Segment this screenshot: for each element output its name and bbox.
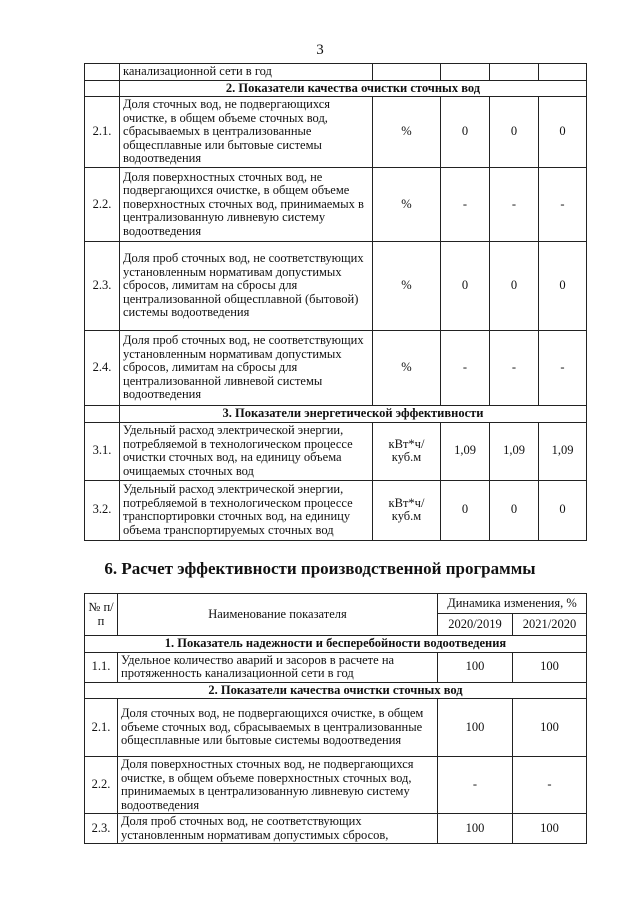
table-row	[85, 652, 587, 682]
col-header-number: № п/п	[85, 594, 118, 636]
row-name: Доля проб сточных вод, не соответствующих установленным нормативам допустимых сбросов, лимитам на сбросы для централизованной общесплавной (бытовой) системы водоотведения	[120, 242, 373, 331]
col-header-year: 2020/2019	[438, 614, 513, 636]
row-name: Доля сточных вод, не подвергающихся очистке, в общем объеме сточных вод, сбрасываемых в централизованные общесплавные или бытовые системы водоотведения	[120, 97, 373, 168]
row-value: 100	[438, 699, 513, 757]
row-name: Доля поверхностных сточных вод, не подвергающихся очистке, в общем объеме поверхностных сточных вод, принимаемых в централизованную ливневую систему водоотведения	[118, 757, 438, 814]
row-name: канализационной сети в год	[120, 64, 373, 81]
col-header-name: Наименование показателя	[118, 594, 438, 636]
section-title: 3. Показатели энергетической эффективности	[120, 406, 587, 423]
row-value: 1,09	[490, 422, 539, 480]
row-name: Удельный расход электрической энергии, потребляемой в технологическом процессе очистки сточных вод, на единицу объема очищаемых сточных вод	[120, 422, 373, 480]
row-number: 1.1.	[85, 652, 118, 682]
table-row	[85, 480, 587, 540]
row-unit: %	[373, 97, 441, 168]
table-row	[85, 168, 587, 242]
row-value: 0	[490, 97, 539, 168]
row-unit: кВт*ч/куб.м	[373, 480, 441, 540]
table-row	[85, 331, 587, 406]
row-value: 100	[513, 814, 587, 844]
row-value: 100	[513, 699, 587, 757]
row-value: 0	[441, 242, 490, 331]
row-number: 2.3.	[85, 814, 118, 844]
row-value: 0	[490, 242, 539, 331]
row-number: 2.3.	[85, 242, 120, 331]
row-name: Доля проб сточных вод, не соответствующих установленным нормативам допустимых сбросов, лимитам на сбросы для централизованной ливневой системы водоотведения	[120, 331, 373, 406]
row-name: Доля проб сточных вод, не соответствующих установленным нормативам допустимых сбросов,	[118, 814, 438, 844]
row-value: -	[490, 168, 539, 242]
section-row	[85, 682, 587, 699]
row-value: -	[441, 331, 490, 406]
section-heading: 6. Расчет эффективности производственной программы	[104, 559, 536, 578]
row-value: -	[539, 331, 587, 406]
table-row	[85, 422, 587, 480]
row-value: 1,09	[539, 422, 587, 480]
row-name: Удельный расход электрической энергии, потребляемой в технологическом процессе транспортировки сточных вод, на единицу объема транспортируемых сточных вод	[120, 480, 373, 540]
row-value: -	[438, 757, 513, 814]
section-title: 2. Показатели качества очистки сточных вод	[120, 80, 587, 97]
table-row	[85, 242, 587, 331]
table-row	[85, 757, 587, 814]
table-row	[85, 699, 587, 757]
row-name: Доля поверхностных сточных вод, не подвергающихся очистке, в общем объеме поверхностных сточных вод, принимаемых в централизованную ливневую систему водоотведения	[120, 168, 373, 242]
row-value: -	[513, 757, 587, 814]
section-title: 2. Показатели качества очистки сточных вод	[85, 682, 587, 699]
row-number: 3.1.	[85, 422, 120, 480]
row-number: 2.1.	[85, 97, 120, 168]
page-number: 3	[316, 42, 324, 58]
row-value: 0	[539, 242, 587, 331]
section-row	[85, 636, 587, 653]
row-value: 0	[490, 480, 539, 540]
row-value: -	[539, 168, 587, 242]
row-number: 2.2.	[85, 757, 118, 814]
row-value: -	[490, 331, 539, 406]
row-value: -	[441, 168, 490, 242]
row-name: Доля сточных вод, не подвергающихся очистке, в общем объеме сточных вод, сбрасываемых в централизованные общесплавные или бытовые системы водоотведения	[118, 699, 438, 757]
row-value: 100	[438, 652, 513, 682]
col-header-dynamics: Динамика изменения, %	[438, 594, 587, 614]
section-row	[85, 80, 587, 97]
row-unit: %	[373, 168, 441, 242]
indicators-table	[84, 63, 587, 541]
row-value: 0	[441, 480, 490, 540]
row-value: 100	[513, 652, 587, 682]
row-value: 100	[438, 814, 513, 844]
col-header-year: 2021/2020	[513, 614, 587, 636]
row-value: 1,09	[441, 422, 490, 480]
section-title: 1. Показатель надежности и бесперебойности водоотведения	[85, 636, 587, 653]
row-number: 3.2.	[85, 480, 120, 540]
row-value: 0	[539, 97, 587, 168]
row-unit: %	[373, 242, 441, 331]
row-value: 0	[539, 480, 587, 540]
table-row	[85, 64, 587, 81]
row-number: 2.1.	[85, 699, 118, 757]
row-unit: кВт*ч/куб.м	[373, 422, 441, 480]
efficiency-table	[84, 593, 587, 844]
table-row	[85, 97, 587, 168]
header-row	[85, 594, 587, 614]
table-row	[85, 814, 587, 844]
row-unit: %	[373, 331, 441, 406]
row-name: Удельное количество аварий и засоров в расчете на протяженность канализационной сети в год	[118, 652, 438, 682]
row-value: 0	[441, 97, 490, 168]
row-number: 2.4.	[85, 331, 120, 406]
section-row	[85, 406, 587, 423]
row-number: 2.2.	[85, 168, 120, 242]
